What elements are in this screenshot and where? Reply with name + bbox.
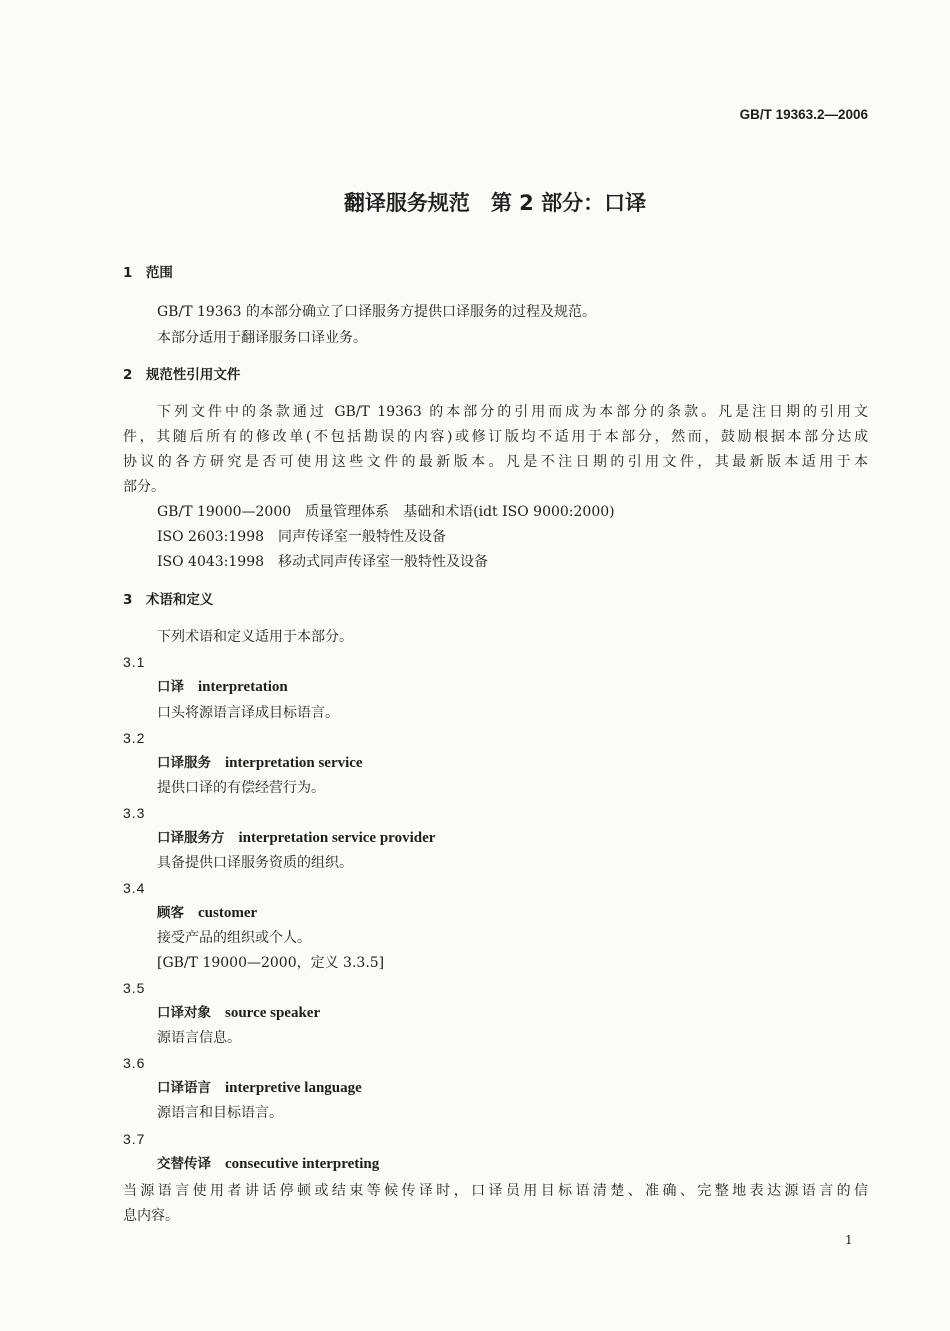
paragraph-line: 协议的各方研究是否可使用这些文件的最新版本。凡是不注日期的引用文件，其最新版本适用于本 [123,454,868,470]
term-entry: 口译服务 interpretation service [157,755,363,771]
term-number: 3.2 [123,730,146,746]
reference-item: ISO 2603:1998 同声传译室一般特性及设备 [157,529,447,545]
term-definition-line: 当源语言使用者讲话停顿或结束等候传译时，口译员用目标语清楚、准确、完整地表达源语言的信 [123,1183,868,1199]
section-2-heading: 2 规范性引用文件 [123,367,241,383]
term-definition: 源语言和目标语言。 [157,1105,283,1121]
term-entry: 口译语言 interpretive language [157,1080,362,1096]
term-entry: 口译服务方 interpretation service provider [157,830,436,846]
term-number: 3.1 [123,654,146,670]
paragraph: GB/T 19363 的本部分确立了口译服务方提供口译服务的过程及规范。 [157,304,596,320]
term-definition: 口头将源语言译成目标语言。 [157,705,339,721]
reference-item: ISO 4043:1998 移动式同声传译室一般特性及设备 [157,554,489,570]
reference-item: GB/T 19000—2000 质量管理体系 基础和术语(idt ISO 9000:2000) [157,504,615,520]
term-definition: 接受产品的组织或个人。 [157,930,311,946]
term-entry: 顾客 customer [157,905,258,921]
term-number: 3.5 [123,980,146,996]
term-definition: 提供口译的有偿经营行为。 [157,780,325,796]
term-entry: 交替传译 consecutive interpreting [157,1156,380,1172]
standard-number: GB/T 19363.2—2006 [739,107,868,122]
term-entry: 口译 interpretation [157,679,288,695]
section-1-heading: 1 范围 [123,265,173,281]
term-entry: 口译对象 source speaker [157,1005,321,1021]
term-number: 3.3 [123,805,146,821]
term-number: 3.4 [123,880,146,896]
term-number: 3.6 [123,1055,146,1071]
term-definition-line: 息内容。 [123,1208,179,1224]
term-definition: 源语言信息。 [157,1030,241,1046]
term-definition: 具备提供口译服务资质的组织。 [157,855,353,871]
term-number: 3.7 [123,1131,146,1147]
paragraph-line: 件，其随后所有的修改单(不包括勘误的内容)或修订版均不适用于本部分，然而，鼓励根据本部分达成 [123,429,868,445]
section-3-heading: 3 术语和定义 [123,592,214,608]
page-title: 翻译服务规范 第 2 部分：口译 [343,191,647,215]
paragraph: 本部分适用于翻译服务口译业务。 [157,330,367,346]
paragraph-line: 部分。 [123,479,165,495]
paragraph: 下列术语和定义适用于本部分。 [157,629,353,645]
paragraph-line: 下列文件中的条款通过 GB/T 19363 的本部分的引用而成为本部分的条款。凡是注日期的引用文 [157,404,868,420]
page-number: 1 [845,1233,853,1247]
term-source-note: [GB/T 19000—2000，定义 3.3.5] [157,955,385,971]
